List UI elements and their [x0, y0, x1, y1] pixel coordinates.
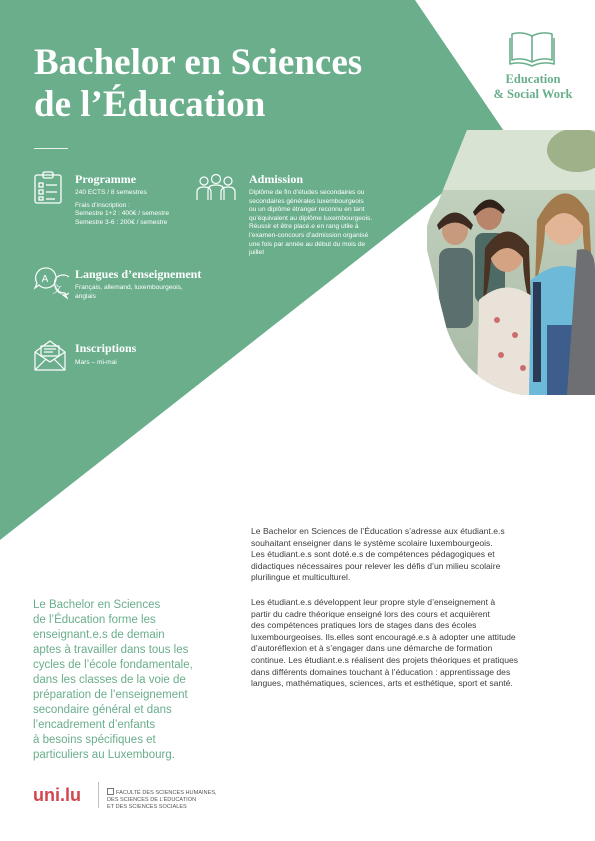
admission-line: ou un diplôme étranger reconnu en tant — [249, 206, 365, 214]
langues-text — [75, 284, 183, 301]
checklist-icon — [33, 171, 63, 205]
para1-line: souhaitant enseigner dans le système scolaire luxembourgeois. — [251, 537, 493, 548]
langues-line: Français, allemand, luxembourgeois, — [75, 284, 183, 291]
lead-line: cycles de l’école fondamentale, — [33, 659, 193, 671]
description-paragraph-2 — [251, 597, 571, 690]
lead-line: Le Bachelor en Sciences — [33, 599, 161, 611]
para2-line: Les étudiant.e.s développent leur propre style d’enseignement à — [251, 596, 496, 607]
admission-line: Diplôme de fin d’études secondaires ou — [249, 189, 365, 196]
logo-text: uni.lu — [33, 786, 81, 804]
programme-line: Frais d’inscription : — [75, 201, 130, 209]
people-icon — [196, 173, 236, 201]
translate-icon — [33, 266, 69, 300]
para2-line: des compétences pratiques lors de stages dans des écoles — [251, 620, 477, 631]
faculty-line — [107, 788, 217, 797]
title-line-1: Bachelor en Sciences — [34, 42, 363, 83]
faculty-line-1: FACULTÉ DES SCIENCES HUMAINES, — [116, 790, 217, 796]
faculty-line: DES SCIENCES DE L’ÉDUCATION — [107, 797, 197, 804]
lead-line: à besoins spécifiques et — [33, 734, 156, 746]
inscriptions-line: Mars – mi-mai — [75, 359, 117, 366]
admission-line: une fois par année au début du mois de — [249, 240, 366, 248]
admission-text — [249, 189, 372, 258]
open-book-icon — [509, 30, 555, 68]
admission-line: secondaires générales luxembourgeois — [249, 197, 364, 205]
lead-line: enseignant.e.s de demain — [33, 629, 165, 641]
para2-line: continue. Les étudiant.e.s réalisent des projets théoriques et pratiques — [251, 654, 519, 665]
langues-line: anglais — [75, 292, 96, 300]
inscriptions-title: Inscriptions — [75, 341, 137, 355]
faculty-name — [107, 788, 217, 812]
para2-line: luxembourgeoises. Ils.elles sont encouragé.e.s à adopter une attitude — [251, 631, 516, 642]
category-line-2: & Social Work — [493, 87, 573, 101]
svg-text:文: 文 — [52, 285, 62, 296]
programme-line: Semestre 3-6 : 200€ / semestre — [75, 218, 168, 226]
para1-line: Les étudiant.e.s sont doté.e.s de compétences pédagogiques et — [251, 549, 495, 560]
para1-line: Le Bachelor en Sciences de l’Éducation s’adresse aux étudiant.e.s — [251, 526, 505, 536]
title-divider — [34, 148, 68, 149]
title-line-2: de l’Éducation — [34, 84, 266, 125]
para2-line: d’autoréflexion et à s’engager dans une démarche de formation — [251, 643, 493, 654]
programme-text — [75, 189, 169, 227]
admission-line: l’examen-concours d’admission organisé — [249, 231, 369, 239]
lead-line: l’encadrement d’enfants — [33, 719, 156, 731]
admission-line: qu’équivalent au diplôme luxembourgeois. — [249, 214, 373, 222]
admission-line: juillet — [249, 249, 265, 257]
lead-line: de l’Éducation forme les — [33, 614, 156, 626]
lead-line: aptes à travailler dans tous les — [33, 644, 189, 656]
children-photo — [427, 130, 595, 395]
description-paragraph-1 — [251, 526, 571, 584]
para2-line: partir du cadre théorique enseigné lors des cours et acquièrent — [251, 608, 490, 619]
category-label — [478, 72, 588, 102]
para1-line: plurilingue et multiculturel. — [251, 572, 351, 583]
footer-divider — [98, 782, 99, 808]
description-body — [251, 526, 571, 703]
lead-line: secondaire général et dans — [33, 704, 172, 716]
uni-lu-logo — [33, 786, 93, 804]
langues-title: Langues d’enseignement — [75, 267, 202, 281]
envelope-icon — [33, 338, 67, 372]
lead-line: particuliers au Luxembourg. — [33, 749, 175, 761]
svg-text:A: A — [41, 274, 49, 285]
lead-line: dans les classes de la voie de — [33, 674, 186, 686]
lead-text — [33, 598, 243, 763]
para1-line: didactiques nécessaires pour relever les défis d’un milieu scolaire — [251, 560, 501, 571]
admission-line: Réussir et être placé.e en rang utile à — [249, 223, 359, 231]
programme-line: 240 ECTS / 8 semestres — [75, 189, 147, 196]
programme-title: Programme — [75, 172, 137, 186]
category-line-1: Education — [505, 72, 561, 86]
programme-line: Semestre 1+2 : 400€ / semestre — [75, 210, 170, 218]
page-title — [34, 42, 414, 126]
faculty-line: ET DES SCIENCES SOCIALES — [107, 804, 187, 811]
para2-line: langues, mathématiques, sciences, arts et esthétique, sport et santé. — [251, 678, 513, 689]
admission-title: Admission — [249, 172, 304, 186]
para2-line: dans différents domaines touchant à l’éducation : apprentissage des — [251, 666, 511, 677]
inscriptions-text — [75, 359, 117, 368]
lead-line: préparation de l’enseignement — [33, 689, 188, 701]
faculty-mark-icon — [107, 788, 114, 795]
